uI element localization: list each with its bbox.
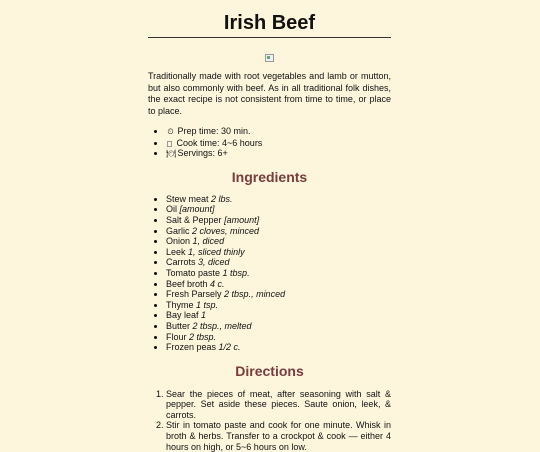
- ingredient-item: [166, 342, 391, 353]
- ingredient-item: [166, 310, 391, 321]
- directions-list: [148, 389, 391, 452]
- ingredient-quantity: 1 tsp.: [196, 299, 219, 310]
- ingredient-name: Fresh Parsely: [166, 289, 222, 300]
- ingredient-item: [166, 215, 391, 226]
- ingredient-item: [166, 300, 391, 311]
- ingredient-name: Garlic: [166, 225, 190, 236]
- ingredient-name: Butter: [166, 320, 191, 331]
- ingredients-list: [148, 194, 391, 353]
- ingredient-quantity: 1: [201, 310, 207, 321]
- page-title: Irish Beef: [148, 10, 391, 38]
- ingredient-item: [166, 332, 391, 343]
- ingredient-quantity: 2 cloves, minced: [192, 225, 260, 236]
- directions-heading: Directions: [235, 362, 304, 379]
- ingredient-name: Flour: [166, 331, 187, 342]
- ingredient-item: [166, 268, 391, 279]
- meta-prep-time-text: Prep time: 30 min.: [177, 126, 251, 136]
- ingredient-quantity: 1, sliced thinly: [188, 246, 245, 257]
- ingredient-item: [166, 289, 391, 300]
- meta-cook-time: [166, 138, 391, 149]
- ingredient-item: [166, 321, 391, 332]
- ingredient-quantity: 1, diced: [192, 236, 225, 247]
- ingredient-quantity: 2 tbsp.: [189, 331, 217, 342]
- missing-glyph-icon: [167, 141, 172, 147]
- recipe-page: [148, 0, 391, 452]
- direction-step: 2. Stir in tomato paste and cook for one minute. Whisk in broth & herbs. Transfer to a crockpot & cook — either 4 hours on high, or 5~6 hours on low.: [166, 420, 391, 452]
- ingredient-name: Tomato paste: [166, 267, 221, 278]
- meta-servings: [166, 148, 391, 160]
- ingredient-quantity: [amount]: [224, 214, 260, 225]
- ingredient-name: Frozen peas: [166, 342, 217, 353]
- ingredients-heading: Ingredients: [231, 168, 308, 185]
- ingredient-name: Onion: [166, 236, 191, 247]
- ingredient-name: Carrots: [166, 257, 196, 268]
- ingredient-quantity: 4 c.: [210, 278, 225, 289]
- ingredient-name: Stew meat: [166, 193, 209, 204]
- recipe-image-container: [148, 38, 391, 71]
- ingredient-quantity: 1/2 c.: [218, 342, 241, 353]
- ingredient-item: [166, 247, 391, 258]
- ingredient-name: Bay leaf: [166, 310, 199, 321]
- intro-paragraph: Traditionally made with root vegetables and lamb or mutton, but also commonly with beef. As in all traditional folk dishes, the exact recipe is not consistent from time to time, or place to place.: [148, 71, 391, 116]
- ingredient-quantity: 2 lbs.: [211, 193, 233, 204]
- ingredient-item: [166, 194, 391, 205]
- recipe-meta-list: [148, 126, 391, 160]
- ingredient-name: Oil: [166, 204, 177, 215]
- ingredient-quantity: [amount]: [179, 204, 215, 215]
- broken-image-icon: [265, 54, 274, 62]
- ingredient-name: Salt & Pepper: [166, 214, 222, 225]
- ingredient-item: [166, 257, 391, 268]
- meta-cook-time-text: Cook time: 4~6 hours: [176, 137, 263, 148]
- clock-icon: ⏲: [167, 127, 174, 136]
- ingredient-quantity: 2 tbsp., minced: [224, 289, 286, 300]
- meta-prep-time: [166, 126, 391, 138]
- ingredient-name: Beef broth: [166, 278, 208, 289]
- plate-icon: 🍽: [166, 149, 177, 159]
- ingredient-item: [166, 236, 391, 247]
- ingredient-item: [166, 226, 391, 237]
- meta-servings-text: Servings: 6+: [177, 148, 228, 159]
- ingredient-item: [166, 204, 391, 215]
- ingredient-name: Leek: [166, 246, 186, 257]
- ingredient-quantity: 1 tbsp.: [222, 267, 250, 278]
- ingredient-quantity: 2 tbsp., melted: [192, 320, 252, 331]
- direction-step: 1. Sear the pieces of meat, after seasoning with salt & pepper. Set aside these pieces. Saute onion, leek, & carrots.: [166, 389, 391, 421]
- ingredient-name: Thyme: [166, 299, 194, 310]
- ingredient-quantity: 3, diced: [198, 257, 230, 268]
- ingredient-item: [166, 279, 391, 290]
